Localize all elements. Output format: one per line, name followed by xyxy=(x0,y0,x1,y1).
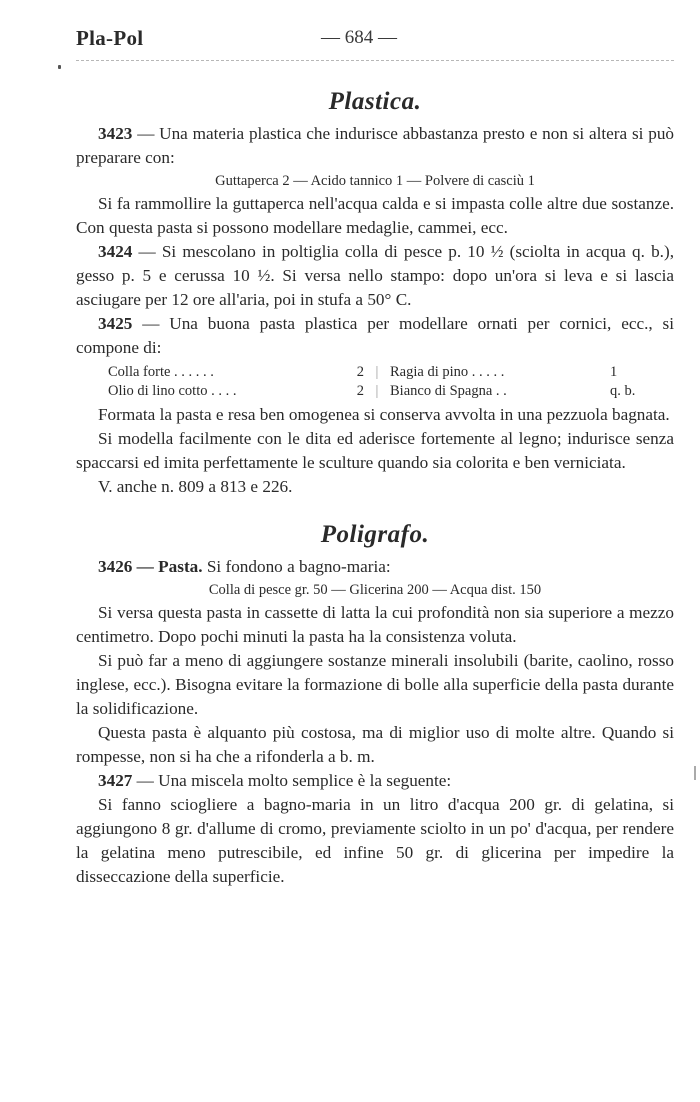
entry-3424 xyxy=(76,240,674,312)
entry-text: — Si mescolano in poltiglia colla di pesce p. 10 ½ (sciolta in acqua q. b.), gesso p. 5 e cerussa 10 ½. Si versa nello stampo: dopo un'ora si leva e si lascia asciugare per 12 ore all'aria, poi in stufa a 50° C. xyxy=(76,242,674,309)
entry-3423 xyxy=(76,122,674,170)
paragraph: Si fa rammollire la guttaperca nell'acqua calda e si impasta colle altre due sostanze. Con questa pasta si possono modellare medaglie, cammei, ecc. xyxy=(76,194,674,237)
recipe-row xyxy=(76,363,674,382)
entry-text: — Una materia plastica che indurisce abbastanza presto e non si altera si può preparare con: xyxy=(76,124,675,167)
paragraph: Formata la pasta e resa ben omogenea si conserva avvolta in una pezzuola bagnata. xyxy=(98,405,670,424)
paragraph: Si versa questa pasta in cassette di latta la cui profondità non sia superiore a mezzo centimetro. Dopo pochi minuti la pasta ha la consistenza voluta. xyxy=(76,603,674,646)
quantity: 1 xyxy=(610,364,618,380)
ingredient: Bianco di Spagna . . xyxy=(390,383,507,399)
formula-3423: Guttaperca 2 — Acido tannico 1 — Polvere di casciù 1 xyxy=(215,173,535,189)
paragraph: Si fanno sciogliere a bagno-maria in un litro d'acqua 200 gr. di gelatina, si aggiungono 8 gr. d'allume di cromo, previamente sciolto in un po' d'acqua, per rendere la gelatina meno putrescibile, ed infine 50 gr. di glicerina per impedire la disseccazione della superficie. xyxy=(76,795,674,886)
column-divider: | xyxy=(375,383,379,399)
cross-reference: V. anche n. 809 a 813 e 226. xyxy=(98,477,293,496)
recipe-row xyxy=(76,382,674,401)
paragraph: Questa pasta è alquanto più costosa, ma di miglior uso di molte altre. Quando si rompesse, non si ha che a rifonderla a b. m. xyxy=(76,723,674,766)
entry-3427 xyxy=(76,769,674,793)
running-head: Pla-Pol xyxy=(76,26,144,50)
paragraph: Si modella facilmente con le dita ed aderisce fortemente al legno; indurisce senza spaccarsi ed imita perfettamente le sculture quando sia colorita e ben verniciata. xyxy=(76,429,674,472)
page-edge-mark xyxy=(694,766,696,780)
section-gap xyxy=(76,499,674,521)
quantity: 2 xyxy=(356,383,364,399)
entry-text: — Una buona pasta plastica per modellare ornati per cornici, ecc., si compone di: xyxy=(76,314,675,357)
entry-number: 3427 xyxy=(98,771,133,790)
entry-3426 xyxy=(76,555,674,579)
page-number: — 684 — xyxy=(321,27,397,48)
ingredient: Colla forte . . . . . . xyxy=(108,364,214,380)
entry-number: 3423 xyxy=(98,124,133,143)
page-body xyxy=(76,88,674,889)
entry-heading: — Pasta. xyxy=(136,557,203,576)
ingredient: Olio di lino cotto . . . . xyxy=(108,383,237,399)
entry-number: 3425 xyxy=(98,314,133,333)
entry-text: — Una miscela molto semplice è la seguente: xyxy=(136,771,452,790)
entry-number: 3424 xyxy=(98,242,133,261)
column-divider: | xyxy=(375,364,379,380)
formula-3426: Colla di pesce gr. 50 — Glicerina 200 — Acqua dist. 150 xyxy=(208,582,542,598)
ingredient: Ragia di pino . . . . . xyxy=(390,364,505,380)
entry-text: Si fondono a bagno-maria: xyxy=(206,557,391,576)
entry-3425 xyxy=(76,312,674,360)
section-title-plastica: Plastica. xyxy=(328,88,422,115)
entry-number: 3426 xyxy=(98,557,133,576)
section-title-poligrafo: Poligrafo. xyxy=(320,521,430,548)
header-rule xyxy=(76,60,674,62)
quantity: q. b. xyxy=(610,383,636,399)
paragraph: Si può far a meno di aggiungere sostanze minerali insolubili (barite, caolino, rosso inglese, ecc.). Bisogna evitare la formazione di bolle alla superficie della pasta durante la solidificazione. xyxy=(76,651,674,718)
recipe-table xyxy=(76,363,674,401)
page-header xyxy=(76,26,674,52)
quantity: 2 xyxy=(356,364,364,380)
ink-speck xyxy=(58,65,61,69)
